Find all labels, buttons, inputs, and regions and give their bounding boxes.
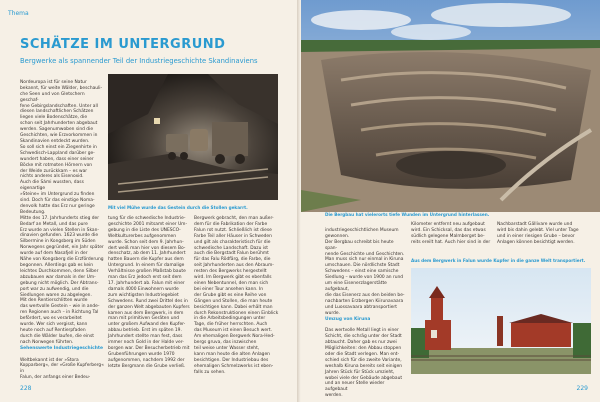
headframe-photo: [411, 268, 591, 374]
article-subtitle: Bergwerke als spannender Teil der Industriegeschichte Skandinaviens: [20, 57, 258, 65]
intro-subheading: Sehenswerte Industriegeschichte: [20, 345, 103, 351]
page-number-right: 229: [576, 385, 588, 392]
headframe-photo-caption: Aus dem Bergwerk in Falun wurde Kupfer in die ganze Welt transportiert.: [411, 258, 586, 263]
section-rubric: Thema: [8, 10, 29, 17]
right-page: [301, 0, 600, 402]
intro-tail: Weltbekannt ist der »Stora Kopparberg«, der »Große Kupferberg« in Falun, der anfangs einer Bedeu-: [20, 357, 104, 381]
page-number-left: 228: [20, 385, 32, 392]
left-page: [0, 0, 299, 402]
right-col1-tail: Das wertvolle Metall liegt in einer Schicht, die schräg unter der Stadt abtaucht. Daher gab es nur zwei Möglichkeiten: den Abbau stoppen oder die Stadt verlegen. Man ent- schied sich für die zweite Variante, weshalb Kiruna bereits seit einigen Jahren Stück für Stück umzieht, wobei viele der Gebäude abgebaut und an neuer Stelle wieder aufgebaut werden.: [325, 328, 403, 399]
pit-photo-caption: Die Bergbau hat vielerorts tiefe Wunden im Untergrund hinterlassen.: [325, 212, 490, 217]
mine-photo-caption: Mit viel Mühe wurde das Gestein durch die Stollen gekarrt.: [108, 205, 248, 210]
article-title: SCHÄTZE IM UNTERGRUND: [20, 37, 226, 52]
body-column-2: tung für die schwedische Industrie- geschichte 2001 mitsamt einer Um- gebung in die Liste des UNESCO- Weltkulturerbes aufgenommen wurde. Schon seit dem 9. Jahrhun- dert weiß man hier von diesem Bo- denschatz, ab dem 11. Jahrhundert hatten Bauern die Kupfer aus dem Untergrund. In einem für damalige Verhältnisse großen Maßstab baute man das Erz jedoch erst seit dem 17. Jahrhundert ab. Falun mit einer damals 4000 Einwohnern wurde zum wichtigsten Industriegebiet Schwedens. Rund zwei Drittel des in der ganzen Welt abgebauten Kupfers kamen aus dem Bergwerk, in dem man mit primitiven Geräten und unter großem Aufwand den Kupfer- abbau betrieb. Erst im späten 19. Jahrhundert stellte man fest, dass immer noch Gold in der Halde ver- borgen war. Der Besucherbetrieb mit Grubenführungen wurde 1970 aufgenommen, nachdem 1992 der letzte Bergmann die Grube verließ.: [108, 216, 190, 369]
intro-column: [20, 74, 104, 384]
right-column-1: [325, 222, 407, 399]
body-column-3: Bergwerk gebracht, den man außer- dem für die Fabrikation der Farbe Falun rot nutzt. Schließlich ist diese Farbe Teil aller Häuser in Schweden und gilt als charakteristisch für die schwedische Landschaft. Dazu ist auch die Bergstadt Falun berühmt für das Falu Rödfärg, die Farbe, die seit Jahrhunderten aus den Abraum- resten des Bergwerks hergestellt wird. Im Bergwerk gibt es ebenfalls einen Nebentunnel, den man sich bei einer Tour ansehen kann. In der Grube gibt es eine Reihe von Gängen und Stollen, die man heute besichtigen kann. Dabei erhält man durch Rekonstruktionen einen Einblick in die Arbeitsbedingungen unter Tage, die früher herrschten. Auch das Museum ist einen Besuch wert. Am ehemaligen Bergwerk Nora-Hed- bergs gruva, das inzwischen teil weise unter Wasser steht, kann man heute die alten Anlagen besichtigen. Der Industriebau des ehemaligen Schmelzwerks ist eben- falls zu sehen.: [194, 216, 279, 375]
mine-tunnel-illustration: [108, 74, 278, 200]
right-column-3: Nachbarstadt Gällivare wurde und wird bis dahin gelebt. Viel unter Tage und in einer riesigen Grube – bevor Anlagen können besichtigt werden.: [497, 222, 579, 245]
open-pit-illustration: [301, 0, 600, 212]
mine-tunnel-photo: [108, 74, 278, 200]
intro-text: Nordeuropa ist für seine Natur bekannt, für weite Wälder, beschauli- che Seen und von Gletschern geschaf- fene Gebirgslandschaften. Unter all diesen landschaftlichen Schätzen liegen viele Bodenschätze, die schon seit Jahrhunderten abgebaut werden. Sagenumwoben sind die Geschichten, wie Erzvorkommen in Skandinavien entdeckt wurden. So soll sich einst ein Ziegenhirte in Schwedisch-Lappland darüber ge- wundert haben, dass einer seiner Böcke mit rotmoten Hörnern von der Weide zurückkam – es war nichts anderes als Eisenoxid. Auch die Sámi wussten, dass eigenartige »Steine« im Untergrund zu finden sind. Doch für das einstige Noma- denvolk hatte das Erz nur geringe Bedeutung. Mitte des 17. Jahrhunderts stieg der Bedarf an Metall, und das pure Erz wurde an vielen Stellen in Skan- dinavien gefunden. 1623 wurde die Silbermine in Kongsberg im Süden Norwegens gegründet, ein Jahr später wurde auf dem Nasafjell in der Nähe von Kongsberg die Erzförderung begonnen. Allerdings gab es kein leichtes Durchkommen, denn Silber abzubauen war damals in der Um- gebung nicht möglich. Der Abtrans- port war zu aufwendig, und die Siedlungen waren zu abgelegen. Mit den Rentierschlitten wurde das wertvolle Gestein – wie in ande- ren Regionen auch – in Richtung Tal befördert, wo es verarbeitet wurde. Wer sich vergisst, kann heute noch auf Rentierpfaden durch die Wälder laufen, die einst nach Norwegen führten.: [20, 79, 104, 345]
open-pit-mine-photo: [301, 0, 600, 212]
headframe-illustration: [411, 268, 591, 374]
right-col1-text: industriegeschichtlichen Museum gewonnen. Der Bergbau schreibt bis heute span- nende Geschichte und Geschichten. Man muss sich nur einmal in Kiruna umschauen. Die nördlichste Stadt Schwedens – einst eine samische Siedlung – wurde von 1900 an rund um eine Eisenerzlagerstätte aufgebaut, die das Eisenerz aus den beiden be- nachbarten Erzbergen Kiirunavaara und Luossavaara abtransportiert wurde.: [325, 227, 405, 316]
right-column-2: Kilometer entfernt neu aufgebaut wird. Ein Schicksal, das das etwas südlich gelegene Malmberget be- reits ereilt hat. Auch hier sind in der: [411, 222, 491, 245]
right-col1-subheading: Umzug von Kiruna: [325, 316, 371, 322]
